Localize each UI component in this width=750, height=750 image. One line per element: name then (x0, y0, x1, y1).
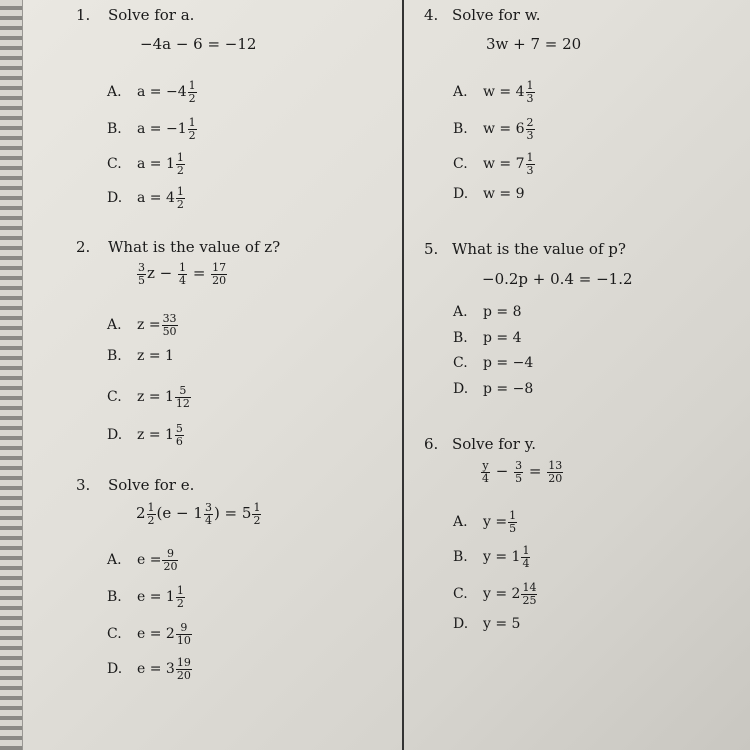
choice-letter: D. (453, 616, 469, 632)
answer-choice[interactable] (107, 657, 193, 681)
fraction: $\frac{1}{4}$ (522, 544, 530, 570)
fraction: $\frac{33}{50}$ (162, 312, 177, 338)
answer-choice[interactable] (107, 385, 192, 409)
choice-letter: A. (453, 84, 468, 101)
question-prompt: Solve for a. (108, 6, 195, 24)
question-number: 3. (76, 476, 91, 494)
equation: 3w + 7 = 20 (486, 35, 582, 53)
answer-choice[interactable] (453, 545, 531, 569)
choice-expression: a = −1 (137, 121, 187, 138)
fraction: $\frac{3}{5}$ (138, 261, 145, 287)
equation: $\frac{3}{5}$ z − $\frac{1}{4}$ = $\frac{17}{20}$ (138, 261, 227, 287)
question-number: 6. (424, 435, 439, 453)
choice-expression: p = 4 (483, 330, 522, 346)
fraction: $\frac{1}{2}$ (176, 151, 184, 177)
choice-letter: A. (453, 514, 468, 531)
choice-letter: B. (453, 121, 468, 138)
choice-letter: C. (453, 156, 468, 173)
fraction: $\frac{1}{2}$ (188, 116, 196, 142)
choice-expression: p = 8 (483, 304, 522, 320)
answer-choice[interactable] (107, 152, 186, 176)
choice-expression: e = 2 (137, 626, 175, 643)
answer-choice[interactable] (107, 348, 174, 364)
question-prompt: What is the value of z? (108, 238, 281, 256)
answer-choice[interactable] (453, 616, 520, 632)
choice-expression: a = 1 (137, 156, 175, 173)
choice-expression: z = 1 (137, 348, 174, 364)
choice-expression: y = 1 (483, 549, 521, 566)
choice-expression: w = 4 (483, 84, 525, 101)
choice-expression: z = 1 (137, 427, 174, 444)
choice-expression: z = 1 (137, 389, 174, 406)
choice-letter: D. (107, 427, 123, 444)
choice-letter: A. (107, 552, 122, 569)
question-prompt: What is the value of p? (452, 240, 626, 258)
choice-expression: z = (137, 317, 161, 334)
choice-letter: B. (107, 121, 122, 138)
answer-choice[interactable] (453, 80, 536, 104)
choice-letter: B. (107, 348, 122, 364)
answer-choice[interactable] (453, 582, 538, 606)
question-number: 4. (424, 6, 439, 24)
choice-expression: p = −8 (483, 381, 534, 397)
fraction: $\frac{9}{10}$ (176, 621, 191, 647)
choice-letter: D. (453, 381, 469, 397)
fraction: $\frac{y}{4}$ (482, 459, 489, 485)
question-prompt: Solve for e. (108, 476, 195, 494)
answer-choice[interactable] (107, 80, 198, 104)
answer-choice[interactable] (107, 186, 186, 210)
fraction: $\frac{5}{6}$ (175, 422, 183, 448)
fraction: $\frac{1}{3}$ (526, 79, 534, 105)
choice-letter: C. (453, 355, 468, 371)
choice-expression: w = 6 (483, 121, 525, 138)
fraction: $\frac{1}{2}$ (176, 584, 184, 610)
choice-letter: D. (107, 190, 123, 207)
choice-letter: A. (453, 304, 468, 320)
choice-letter: B. (453, 549, 468, 566)
answer-choice[interactable] (453, 510, 518, 534)
choice-letter: C. (453, 586, 468, 603)
equation: 2 $\frac{1}{2}$ (e − 1 $\frac{3}{4}$ ) = 5 $\frac{1}{2}$ (136, 501, 261, 527)
fraction: $\frac{1}{3}$ (526, 151, 534, 177)
choice-letter: B. (453, 330, 468, 346)
choice-letter: D. (453, 186, 469, 202)
fraction: $\frac{5}{12}$ (175, 384, 190, 410)
choice-expression: y = 5 (483, 616, 521, 632)
question-number: 1. (76, 6, 91, 24)
choice-expression: w = 7 (483, 156, 525, 173)
answer-choice[interactable] (453, 152, 536, 176)
fraction: $\frac{13}{20}$ (548, 459, 563, 485)
fraction: $\frac{1}{4}$ (179, 261, 187, 287)
fraction: $\frac{9}{20}$ (163, 547, 178, 573)
question-number: 5. (424, 240, 439, 258)
question-prompt: Solve for w. (452, 6, 541, 24)
answer-choice[interactable] (107, 117, 198, 141)
answer-choice[interactable] (453, 355, 533, 371)
answer-choice[interactable] (453, 304, 522, 320)
choice-expression: e = (137, 552, 162, 569)
choice-letter: A. (107, 84, 122, 101)
equation: −0.2p + 0.4 = −1.2 (482, 270, 633, 288)
fraction: $\frac{1}{5}$ (509, 509, 517, 535)
choice-expression: p = −4 (483, 355, 534, 371)
fraction: $\frac{17}{20}$ (212, 261, 227, 287)
choice-expression: y = (483, 514, 508, 531)
choice-letter: D. (107, 661, 123, 678)
fraction: $\frac{1}{2}$ (176, 185, 184, 211)
answer-choice[interactable] (453, 330, 522, 346)
fraction: $\frac{1}{2}$ (188, 79, 196, 105)
fraction: $\frac{2}{3}$ (526, 116, 534, 142)
equation: $\frac{y}{4}$ − $\frac{3}{5}$ = $\frac{13}{20}$ (482, 459, 563, 485)
fraction: $\frac{1}{2}$ (147, 501, 155, 527)
equation: −4a − 6 = −12 (140, 35, 257, 53)
answer-choice[interactable] (453, 186, 525, 202)
choice-expression: a = −4 (137, 84, 187, 101)
choice-letter: C. (107, 626, 122, 643)
answer-choice[interactable] (107, 585, 186, 609)
choice-letter: C. (107, 156, 122, 173)
fraction: $\frac{3}{5}$ (515, 459, 523, 485)
choice-letter: B. (107, 589, 122, 606)
choice-expression: e = 1 (137, 589, 175, 606)
choice-letter: A. (107, 317, 122, 334)
fraction: $\frac{3}{4}$ (204, 501, 212, 527)
answer-choice[interactable] (107, 423, 185, 447)
spiral-binding (0, 0, 23, 750)
choice-letter: C. (107, 389, 122, 406)
answer-choice[interactable] (107, 622, 193, 646)
choice-expression: w = 9 (483, 186, 525, 202)
choice-expression: a = 4 (137, 190, 175, 207)
answer-choice[interactable] (453, 117, 536, 141)
answer-choice[interactable] (107, 548, 179, 572)
question-prompt: Solve for y. (452, 435, 536, 453)
answer-choice[interactable] (453, 381, 533, 397)
choice-expression: e = 3 (137, 661, 175, 678)
column-divider (402, 0, 404, 750)
question-number: 2. (76, 238, 91, 256)
fraction: $\frac{19}{20}$ (176, 656, 191, 682)
fraction: $\frac{14}{25}$ (522, 581, 537, 607)
fraction: $\frac{1}{2}$ (253, 501, 261, 527)
choice-expression: y = 2 (483, 586, 521, 603)
answer-choice[interactable] (107, 313, 179, 337)
